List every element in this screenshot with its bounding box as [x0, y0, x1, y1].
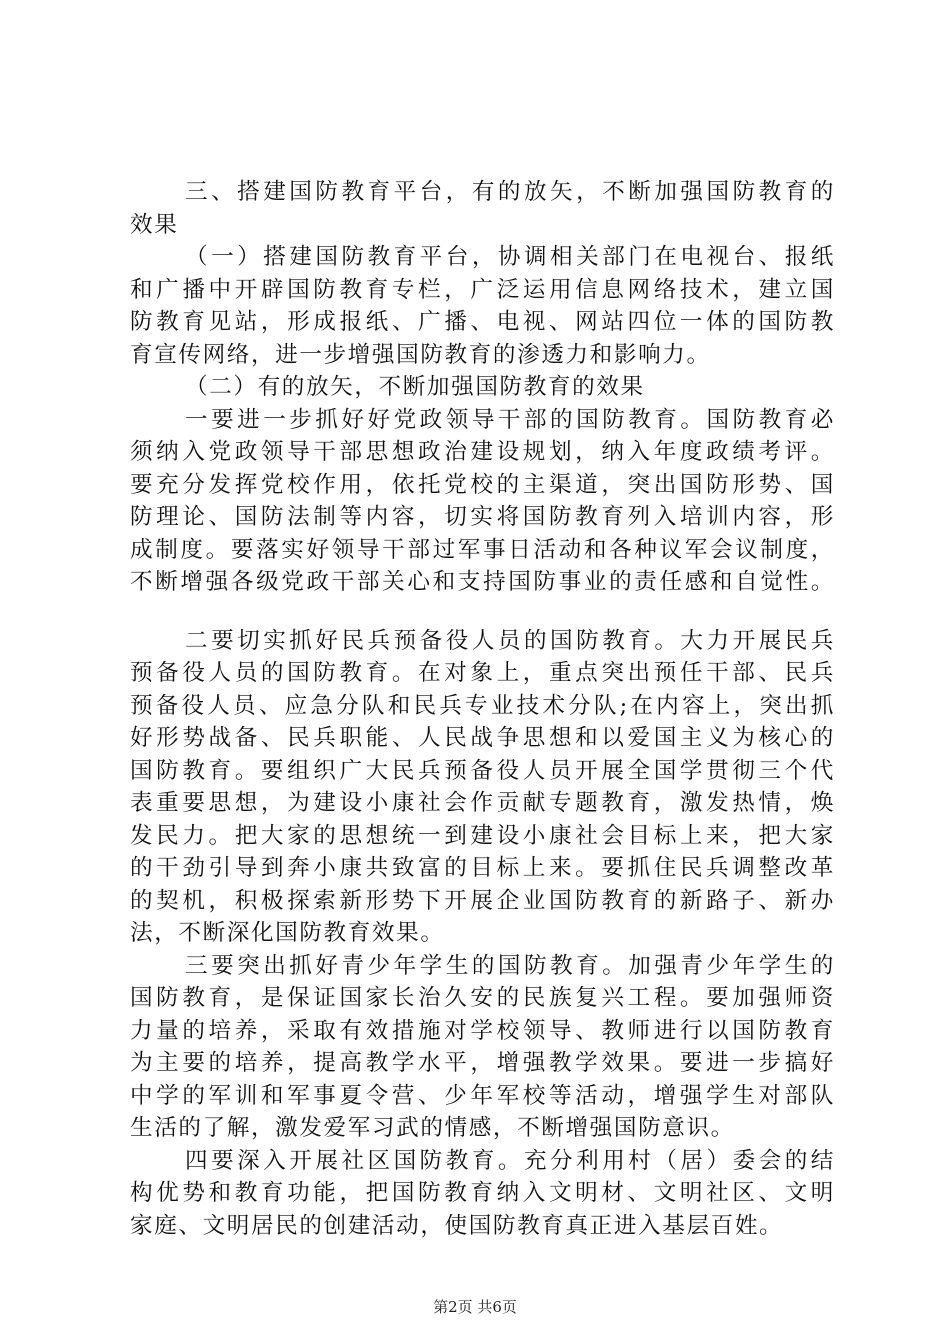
paragraph-line: 和广播中开辟国防教育专栏，广泛运用信息网络技术，建立国	[130, 276, 835, 303]
paragraph-line: 中学的军训和军事夏令营、少年军校等活动，增强学生对部队	[130, 1082, 835, 1109]
paragraph-line: 成制度。要落实好领导干部过军事日活动和各种议军会议制度，	[130, 536, 835, 563]
paragraph-line: 一要进一步抓好好党政领导干部的国防教育。国防教育必	[185, 406, 835, 433]
paragraph-line: 法，不断深化国防教育效果。	[130, 920, 445, 946]
paragraph-line: 防理论、国防法制等内容，切实将国防教育列入培训内容，形	[130, 504, 835, 530]
section-heading-line: 效果	[130, 211, 179, 238]
paragraph-line: 国防教育，是保证国家长治久安的民族复兴工程。要加强师资	[130, 985, 835, 1011]
paragraph-line: 要充分发挥党校作用，依托党校的主渠道，突出国防形势、国	[130, 471, 835, 498]
paragraph-line: 须纳入党政领导干部思想政治建设规划，纳入年度政绩考评。	[130, 439, 835, 465]
paragraph-line: 的契机，积极探索新形势下开展企业国防教育的新路子、新办	[130, 887, 835, 914]
section-heading-line: 三、搭建国防教育平台，有的放矢，不断加强国防教育的	[185, 179, 835, 205]
paragraph-line: 发民力。把大家的思想统一到建设小康社会目标上来，把大家	[130, 822, 835, 849]
page-number-footer: 第2页 共6页	[433, 1298, 517, 1316]
paragraph-line: 二要切实抓好民兵预备役人员的国防教育。大力开展民兵	[185, 627, 835, 654]
paragraph-line: 预备役人员、应急分队和民兵专业技术分队;在内容上，突出抓	[130, 692, 835, 719]
paragraph-line: 育宣传网络，进一步增强国防教育的渗透力和影响力。	[130, 341, 711, 368]
paragraph-line: 预备役人员的国防教育。在对象上，重点突出预任干部、民兵	[130, 660, 835, 686]
paragraph-line: 为主要的培养，提高教学水平，增强教学效果。要进一步搞好	[130, 1050, 835, 1076]
paragraph-line: 三要突出抓好青少年学生的国防教育。加强青少年学生的	[185, 952, 835, 979]
subsection-heading-line: （二）有的放矢，不断加强国防教育的效果	[185, 374, 645, 400]
paragraph-line: 表重要思想，为建设小康社会作贡献专题教育，激发热情，焕	[130, 790, 835, 816]
paragraph-line: 生活的了解，激发爱军习武的情感，不断增强国防意识。	[130, 1115, 735, 1141]
document-body	[130, 176, 835, 1242]
paragraph-line: 好形势战备、民兵职能、人民战争思想和以爱国主义为核心的	[130, 725, 835, 751]
paragraph-line: 防教育见站，形成报纸、广播、电视、网站四位一体的国防教	[130, 309, 835, 335]
paragraph-gap	[130, 599, 835, 625]
paragraph-line: 构优势和教育功能，把国防教育纳入文明材、文明社区、文明	[130, 1180, 835, 1206]
paragraph-line: 不断增强各级党政干部关心和支持国防事业的责任感和自觉性。	[130, 569, 835, 595]
paragraph-line: 国防教育。要组织广大民兵预备役人员开展全国学贯彻三个代	[130, 757, 835, 784]
paragraph-line: 力量的培养，采取有效措施对学校领导、教师进行以国防教育	[130, 1017, 835, 1044]
paragraph-line: 的干劲引导到奔小康共致富的目标上来。要抓住民兵调整改革	[130, 855, 835, 881]
paragraph-line: 家庭、文明居民的创建活动，使国防教育真正进入基层百姓。	[130, 1212, 784, 1239]
paragraph-line: 四要深入开展社区国防教育。充分利用村（居）委会的结	[185, 1147, 835, 1174]
paragraph-line: （一）搭建国防教育平台，协调相关部门在电视台、报纸	[185, 244, 835, 270]
